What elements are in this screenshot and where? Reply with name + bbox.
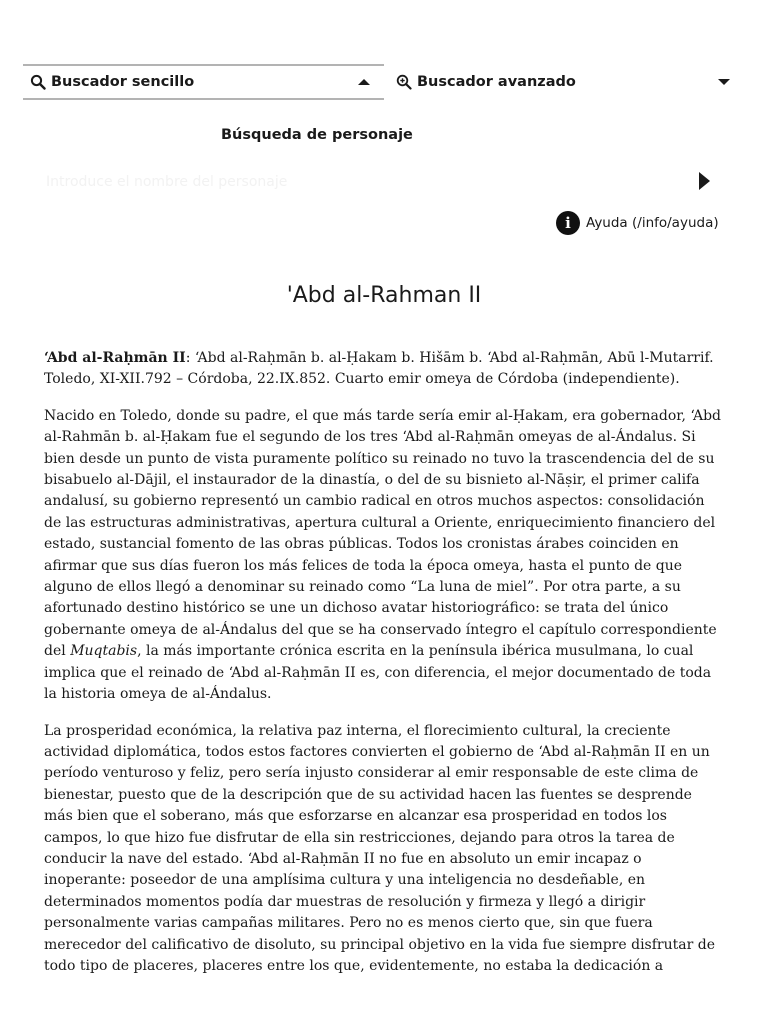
search-submit-button[interactable] <box>697 171 711 191</box>
paragraph: La prosperidad económica, la relativa paz interna, el florecimiento cultural, la creciente actividad diplomática, todos estos factores convierten el gobierno de ‘Abd al-Raḥmān II en un período venturoso y feliz, pero sería injusto considerar al emir responsable de este clima de bienestar, puesto que de la descripción que de su actividad hacen las fuentes se desprende más bien que el soberano, más que esforzarse en alcanzar esa prosperidad en todos los campos, lo que hizo fue disfrutar de ella sin restricciones, dejando para otros la tarea de conducir la nave del estado. ‘Abd al-Raḥmān II no fue en absoluto un emir incapaz o inoperante: poseedor de una amplísima cultura y una inteligencia no desdeñable, en determinados momentos podía dar muestras de resolución y firmeza y llegó a dirigir personalmente varias campañas militares. Pero no es menos cierto que, sin que fuera merecedor del calificativo de disoluto, su principal objetivo en la vida fue siempre disfrutar de todo tipo de placeres, placeres entre los que, evidentemente, no estaba la dedicación a <box>44 722 715 974</box>
play-arrow-icon <box>699 172 710 190</box>
help-link[interactable] <box>556 211 719 235</box>
info-icon: i <box>556 211 580 235</box>
paragraph-text: Nacido en Toledo, donde su padre, el que más tarde sería emir al-Ḥakam, era gobernador, ‘Abd al-Rahmān b. al-Ḥakam fue el segundo de los tres ‘Abd al-Raḥmān omeyas de al-Ándalus. Si bien desde un punto de vista puramente político su reinado no tuvo la trascendencia del de su bisabuelo al-Dājil, el instaurador de la dinastía, o del de su bisnieto al-Nāṣir, el primer califa andalusí, su gobierno representó un cambio radical en otros muchos aspectos: consolidación de las estructuras administrativas, apertura cultural a Oriente, enriquecimiento financiero del estado, sustancial fomento de las obras públicas. Todos los cronistas árabes coinciden en afirmar que sus días fueron los más felices de toda la época omeya, hasta el punto de que alguno de ellos llegó a denominar su reinado como “La luna de miel”. Por otra parte, a su afortunado destino histórico se une un dichoso avatar historiográfico: se trata del único gobernante omeya de al-Ándalus del que se ha conservado íntegro el capítulo correspondiente del <box>44 407 722 660</box>
subject-name: ‘Abd al-Raḥmān II <box>44 350 186 366</box>
paragraph-text: , la más importante crónica escrita en la península ibérica musulmana, lo cual implica que el reinado de ‘Abd al-Raḥmān II es, con diferencia, el mejor documentado de toda la historia omeya de al-Ándalus. <box>44 643 712 703</box>
intro-paragraph <box>44 348 724 391</box>
paragraph <box>44 406 724 706</box>
page-title: 'Abd al-Rahman II <box>286 283 482 308</box>
simple-search-tab[interactable] <box>23 64 384 100</box>
biography-article <box>44 348 724 992</box>
search-icon <box>27 71 49 93</box>
chevron-down-icon <box>718 79 730 85</box>
simple-search-tab-label: Buscador sencillo <box>51 74 195 90</box>
intro-text: : ‘Abd al-Raḥmān b. al-Ḥakam b. Hišām b. ‘Abd al-Raḥmān, Abū l-Mutarrif. Toledo, XI-XII.792 – Córdoba, 22.IX.852. Cuarto emir omeya de Córdoba (independiente). <box>44 350 714 388</box>
help-link-label: Ayuda (/info/ayuda) <box>586 215 719 231</box>
character-search-input[interactable] <box>44 166 688 198</box>
zoom-in-icon <box>393 71 415 93</box>
search-heading: Búsqueda de personaje <box>221 127 413 143</box>
work-title: Muqtabis <box>70 643 138 660</box>
advanced-search-tab[interactable] <box>393 64 738 100</box>
advanced-search-tab-label: Buscador avanzado <box>417 74 576 90</box>
chevron-up-icon <box>358 79 370 85</box>
